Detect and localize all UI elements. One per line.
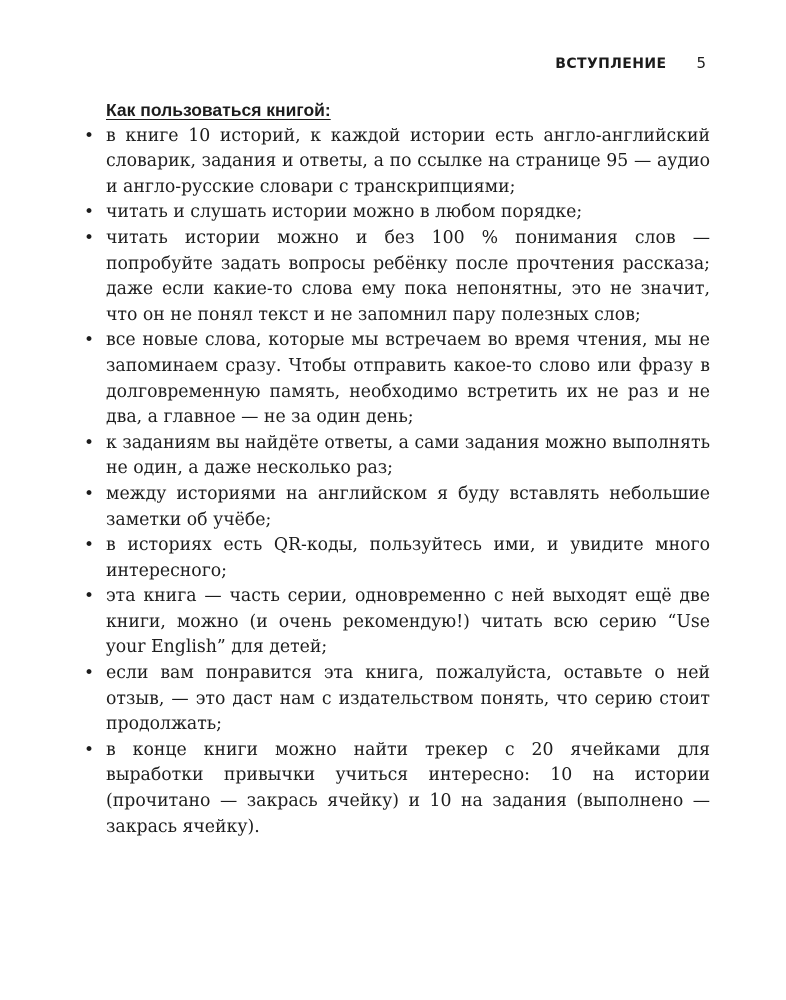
list-item [84, 124, 710, 201]
bullet-icon: • [84, 202, 95, 223]
bullet-icon: • [84, 663, 95, 684]
list-item-text: читать истории можно и без 100 % понимания слов — попробуйте задать вопросы ребёнку после прочтения рассказа; даже если какие-то слова ему пока непонятны, это не значит, что он не понял текст и не запомнил пару полезных слов; [106, 227, 710, 325]
list-item-text: к заданиям вы найдёте ответы, а сами задания можно выполнять не один, а даже несколько раз; [106, 432, 710, 479]
list-item [84, 482, 710, 533]
bullet-icon: • [84, 227, 95, 248]
list-item-text: эта книга — часть серии, одновременно с ней выходят ещё две книги, можно (и очень рекомендую!) читать всю серию “Use your English” для детей; [106, 586, 710, 658]
list-item-text: в книге 10 историй, к каждой истории есть англо-английский словарик, задания и ответы, а по ссылке на странице 95 — аудио и англо-русские словари с транскрипциями; [106, 125, 710, 197]
list-item [84, 226, 710, 328]
bullet-icon: • [84, 330, 95, 351]
bullet-icon: • [84, 739, 95, 760]
page-body [84, 98, 710, 840]
running-header [555, 54, 706, 72]
bullet-list [84, 124, 710, 841]
list-item-text: между историями на английском я буду вставлять небольшие заметки об учёбе; [106, 483, 710, 530]
list-item-text: читать и слушать истории можно в любом порядке; [106, 202, 583, 223]
page-number: 5 [696, 54, 706, 72]
list-item [84, 738, 710, 840]
section-title: Как пользоваться книгой: [106, 100, 331, 120]
section-name: ВСТУПЛЕНИЕ [555, 56, 667, 72]
bullet-icon: • [84, 586, 95, 607]
list-item-text: если вам понравится эта книга, пожалуйста, оставьте о ней отзыв, — это даст нам с издательством понять, что серию стоит продолжать; [106, 663, 710, 735]
list-item-text: все новые слова, которые мы встречаем во время чтения, мы не запоминаем сразу. Чтобы отправить какое-то слово или фразу в долговременную память, необходимо встретить их не раз и не два, а главное — не за один день; [106, 330, 710, 428]
list-item [84, 200, 710, 226]
list-item [84, 431, 710, 482]
bullet-icon: • [84, 535, 95, 556]
list-item [84, 661, 710, 738]
list-item [84, 533, 710, 584]
bullet-icon: • [84, 125, 95, 146]
list-item-text: в конце книги можно найти трекер с 20 ячейками для выработки привычки учиться интересно: 10 на истории (прочитано — закрась ячейку) и 10 на задания (выполнено — закрась ячейку). [106, 739, 710, 837]
list-item [84, 328, 710, 430]
bullet-icon: • [84, 432, 95, 453]
bullet-icon: • [84, 483, 95, 504]
list-item-text: в историях есть QR-коды, пользуйтесь ими, и увидите много интересного; [106, 535, 710, 581]
list-item [84, 584, 710, 661]
